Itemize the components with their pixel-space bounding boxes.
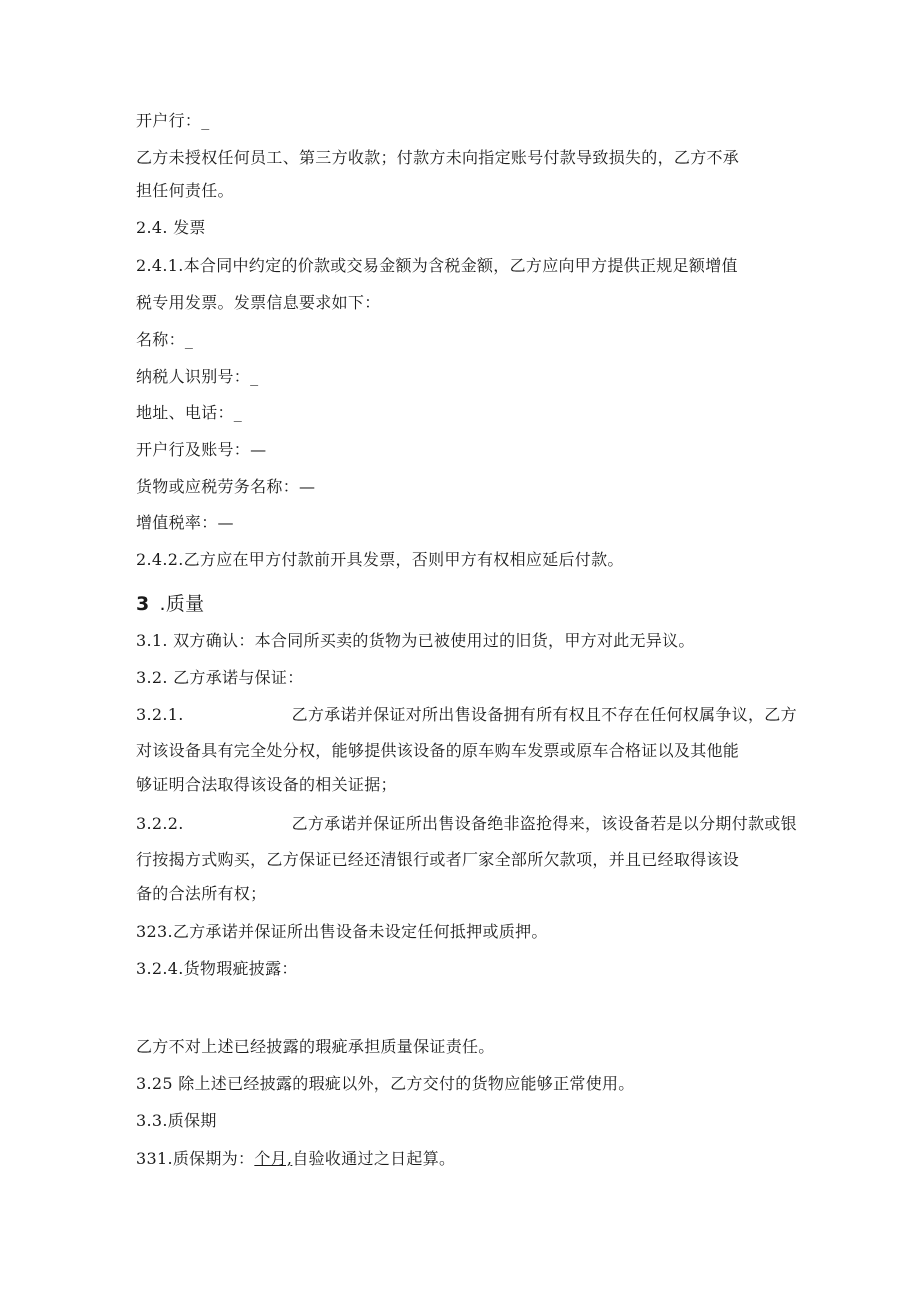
payment-clause-line-1: 乙方未授权任何员工、第三方收款；付款方未向指定账号付款导致损失的，乙方不承 [136,148,740,167]
payment-clause-line-2: 担任何责任。 [136,181,234,200]
invoice-name-field: 名称：_ [136,330,194,349]
warranty-period-title: 3.3.质保期 [136,1111,217,1130]
goods-name-field: 货物或应税劳务名称：— [136,477,316,496]
warranty-months-blank: 个月, [254,1149,293,1168]
section-number: 3 [136,593,150,615]
clause-text: 乙方承诺并保证对所出售设备拥有所有权且不存在任何权属争议，乙方 [291,705,797,724]
clause-number: 3.2.2. [136,814,184,833]
address-phone-field: 地址、电话：_ [136,403,243,422]
clause-3-2-5: 3.25 除上述已经披露的瑕疵以外，乙方交付的货物应能够正常使用。 [136,1074,635,1093]
invoice-section-title: 2.4. 发票 [136,218,206,237]
defect-liability-line: 乙方不对上述已经披露的瑕疵承担质量保证责任。 [136,1037,495,1056]
taxpayer-id-field: 纳税人识别号：_ [136,367,259,386]
vat-rate-field: 增值税率：— [136,513,234,532]
clause-3-2-1-line-1 [136,705,797,725]
warranty-start: 自验收通过之日起算。 [292,1149,456,1168]
clause-3-2-2-line-3: 备的合法所有权； [136,884,267,903]
invoice-clause-1-line-1: 2.4.1.本合同中约定的价款或交易金额为含税金额，乙方应向甲方提供正规足额增值 [136,256,738,275]
quality-clause-3-2: 3.2. 乙方承诺与保证： [136,668,304,687]
warranty-period-clause [136,1149,786,1169]
clause-text: 乙方承诺并保证所出售设备绝非盗抢得来，该设备若是以分期付款或银 [291,814,797,833]
section-title: .质量 [159,593,205,615]
clause-3-2-2-line-1 [136,814,797,834]
quality-clause-3-1: 3.1. 双方确认：本合同所买卖的货物为已被使用过的旧货，甲方对此无异议。 [136,631,695,650]
clause-3-2-1-line-3: 够证明合法取得该设备的相关证据； [136,775,397,794]
clause-3-2-2-line-2: 行按揭方式购买，乙方保证已经还清银行或者厂家全部所欠款项，并且已经取得该设 [136,850,740,869]
clause-3-2-1-line-2: 对该设备具有完全处分权，能够提供该设备的原车购车发票或原车合格证以及其他能 [136,741,740,760]
invoice-clause-1-line-2: 税专用发票。发票信息要求如下： [136,293,381,312]
clause-3-2-3: 323.乙方承诺并保证所出售设备未设定任何抵押或质押。 [136,922,548,941]
bank-account-field: 开户行及账号：— [136,440,267,459]
clause-number: 3.2.1. [136,705,184,724]
section-heading-quality [136,592,786,616]
bank-line: 开户行：_ [136,111,210,130]
clause-3-2-4: 3.2.4.货物瑕疵披露： [136,959,298,978]
invoice-clause-2: 2.4.2.乙方应在甲方付款前开具发票，否则甲方有权相应延后付款。 [136,550,624,569]
warranty-label: 331.质保期为： [136,1149,255,1168]
